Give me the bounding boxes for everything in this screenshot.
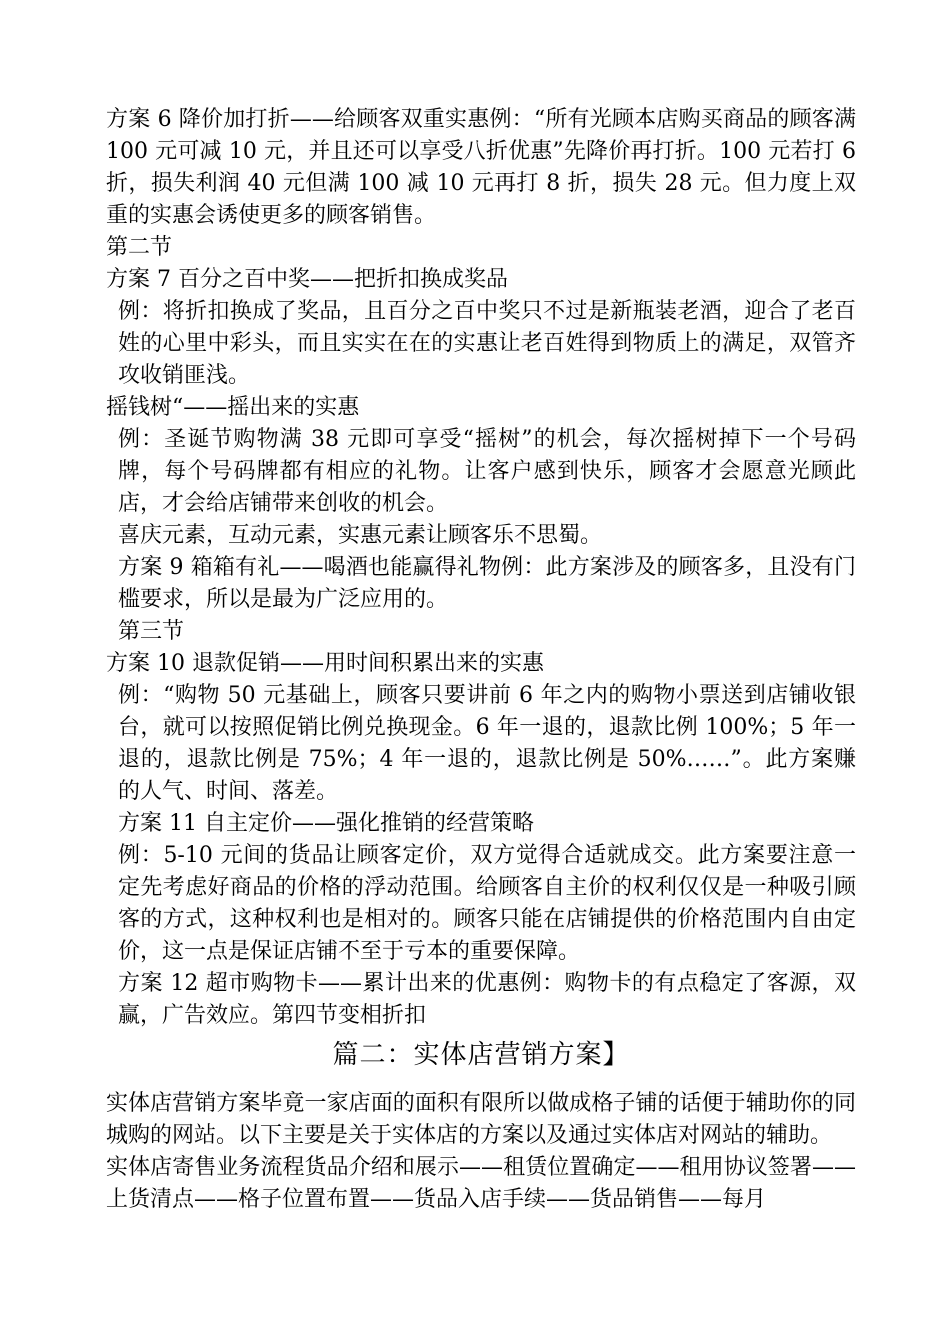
- store-marketing-intro: 实体店营销方案毕竟一家店面的面积有限所以做成格子铺的话便于辅助你的同城购的网站。以下主要是关于实体店的方案以及通过实体店对网站的辅助。: [106, 1091, 856, 1148]
- festive-elements-line: 喜庆元素，互动元素，实惠元素让顾客乐不思蜀。: [118, 523, 603, 548]
- paragraph-plan-6: 方案 6 降价加打折——给顾客双重实惠例：“所有光顾本店购买商品的顾客满 100 元可减 10 元，并且还可以享受八折优惠”先降价再打折。100 元若打 6 折，损失利润 40 元但满 100 减 10 元再打 8 折，损失 28 元。但力度上双重的实惠会诱使更多的顾客销售。: [106, 107, 856, 228]
- plan-10-example: 例：“购物 50 元基础上，顾客只要讲前 6 年之内的购物小票送到店铺收银台，就可以按照促销比例兑换现金。6 年一退的，退款比例 100%；5 年一退的，退款比例是 75%；4 年一退的，退款比例是 50%……”。此方案赚的人气、时间、落差。: [118, 683, 856, 804]
- plan-11-example: 例：5-10 元间的货品让顾客定价，双方觉得合适就成交。此方案要注意一定先考虑好商品的价格的浮动范围。给顾客自主价的权利仅仅是一种吸引顾客的方式，这种权利也是相对的。顾客只能在店铺提供的价格范围内自由定价，这一点是保证店铺不至于亏本的重要保障。: [118, 843, 856, 964]
- plan-7-title: 方案 7 百分之百中奖——把折扣换成奖品: [106, 267, 508, 292]
- plan-12-paragraph: 方案 12 超市购物卡——累计出来的优惠例：购物卡的有点稳定了客源，双赢，广告效应。第四节变相折扣: [118, 971, 856, 1028]
- section-2-title: 第二节: [106, 235, 173, 260]
- part-2-heading: 篇二：实体店营销方案】: [332, 1040, 630, 1070]
- plan-9-paragraph: 方案 9 箱箱有礼——喝酒也能赢得礼物例：此方案涉及的顾客多，且没有门槛要求，所以是最为广泛应用的。: [118, 555, 856, 612]
- plan-11-title: 方案 11 自主定价——强化推销的经营策略: [118, 811, 534, 836]
- plan-7-example: 例：将折扣换成了奖品，且百分之百中奖只不过是新瓶装老酒，迎合了老百姓的心里中彩头，而且实实在在的实惠让老百姓得到物质上的满足，双管齐攻收销匪浅。: [118, 299, 856, 388]
- consignment-process: 实体店寄售业务流程货品介绍和展示——租赁位置确定——租用协议签署——上货清点——格子位置布置——货品入店手续——货品销售——每月: [106, 1155, 856, 1212]
- money-tree-example: 例：圣诞节购物满 38 元即可享受“摇树”的机会，每次摇树掉下一个号码牌，每个号码牌都有相应的礼物。让客户感到快乐，顾客才会愿意光顾此店，才会给店铺带来创收的机会。: [118, 427, 856, 516]
- document-page: [106, 104, 856, 1216]
- plan-10-title: 方案 10 退款促销——用时间积累出来的实惠: [106, 651, 544, 676]
- money-tree-title: 摇钱树“——摇出来的实惠: [106, 395, 360, 420]
- section-3-title: 第三节: [118, 619, 185, 644]
